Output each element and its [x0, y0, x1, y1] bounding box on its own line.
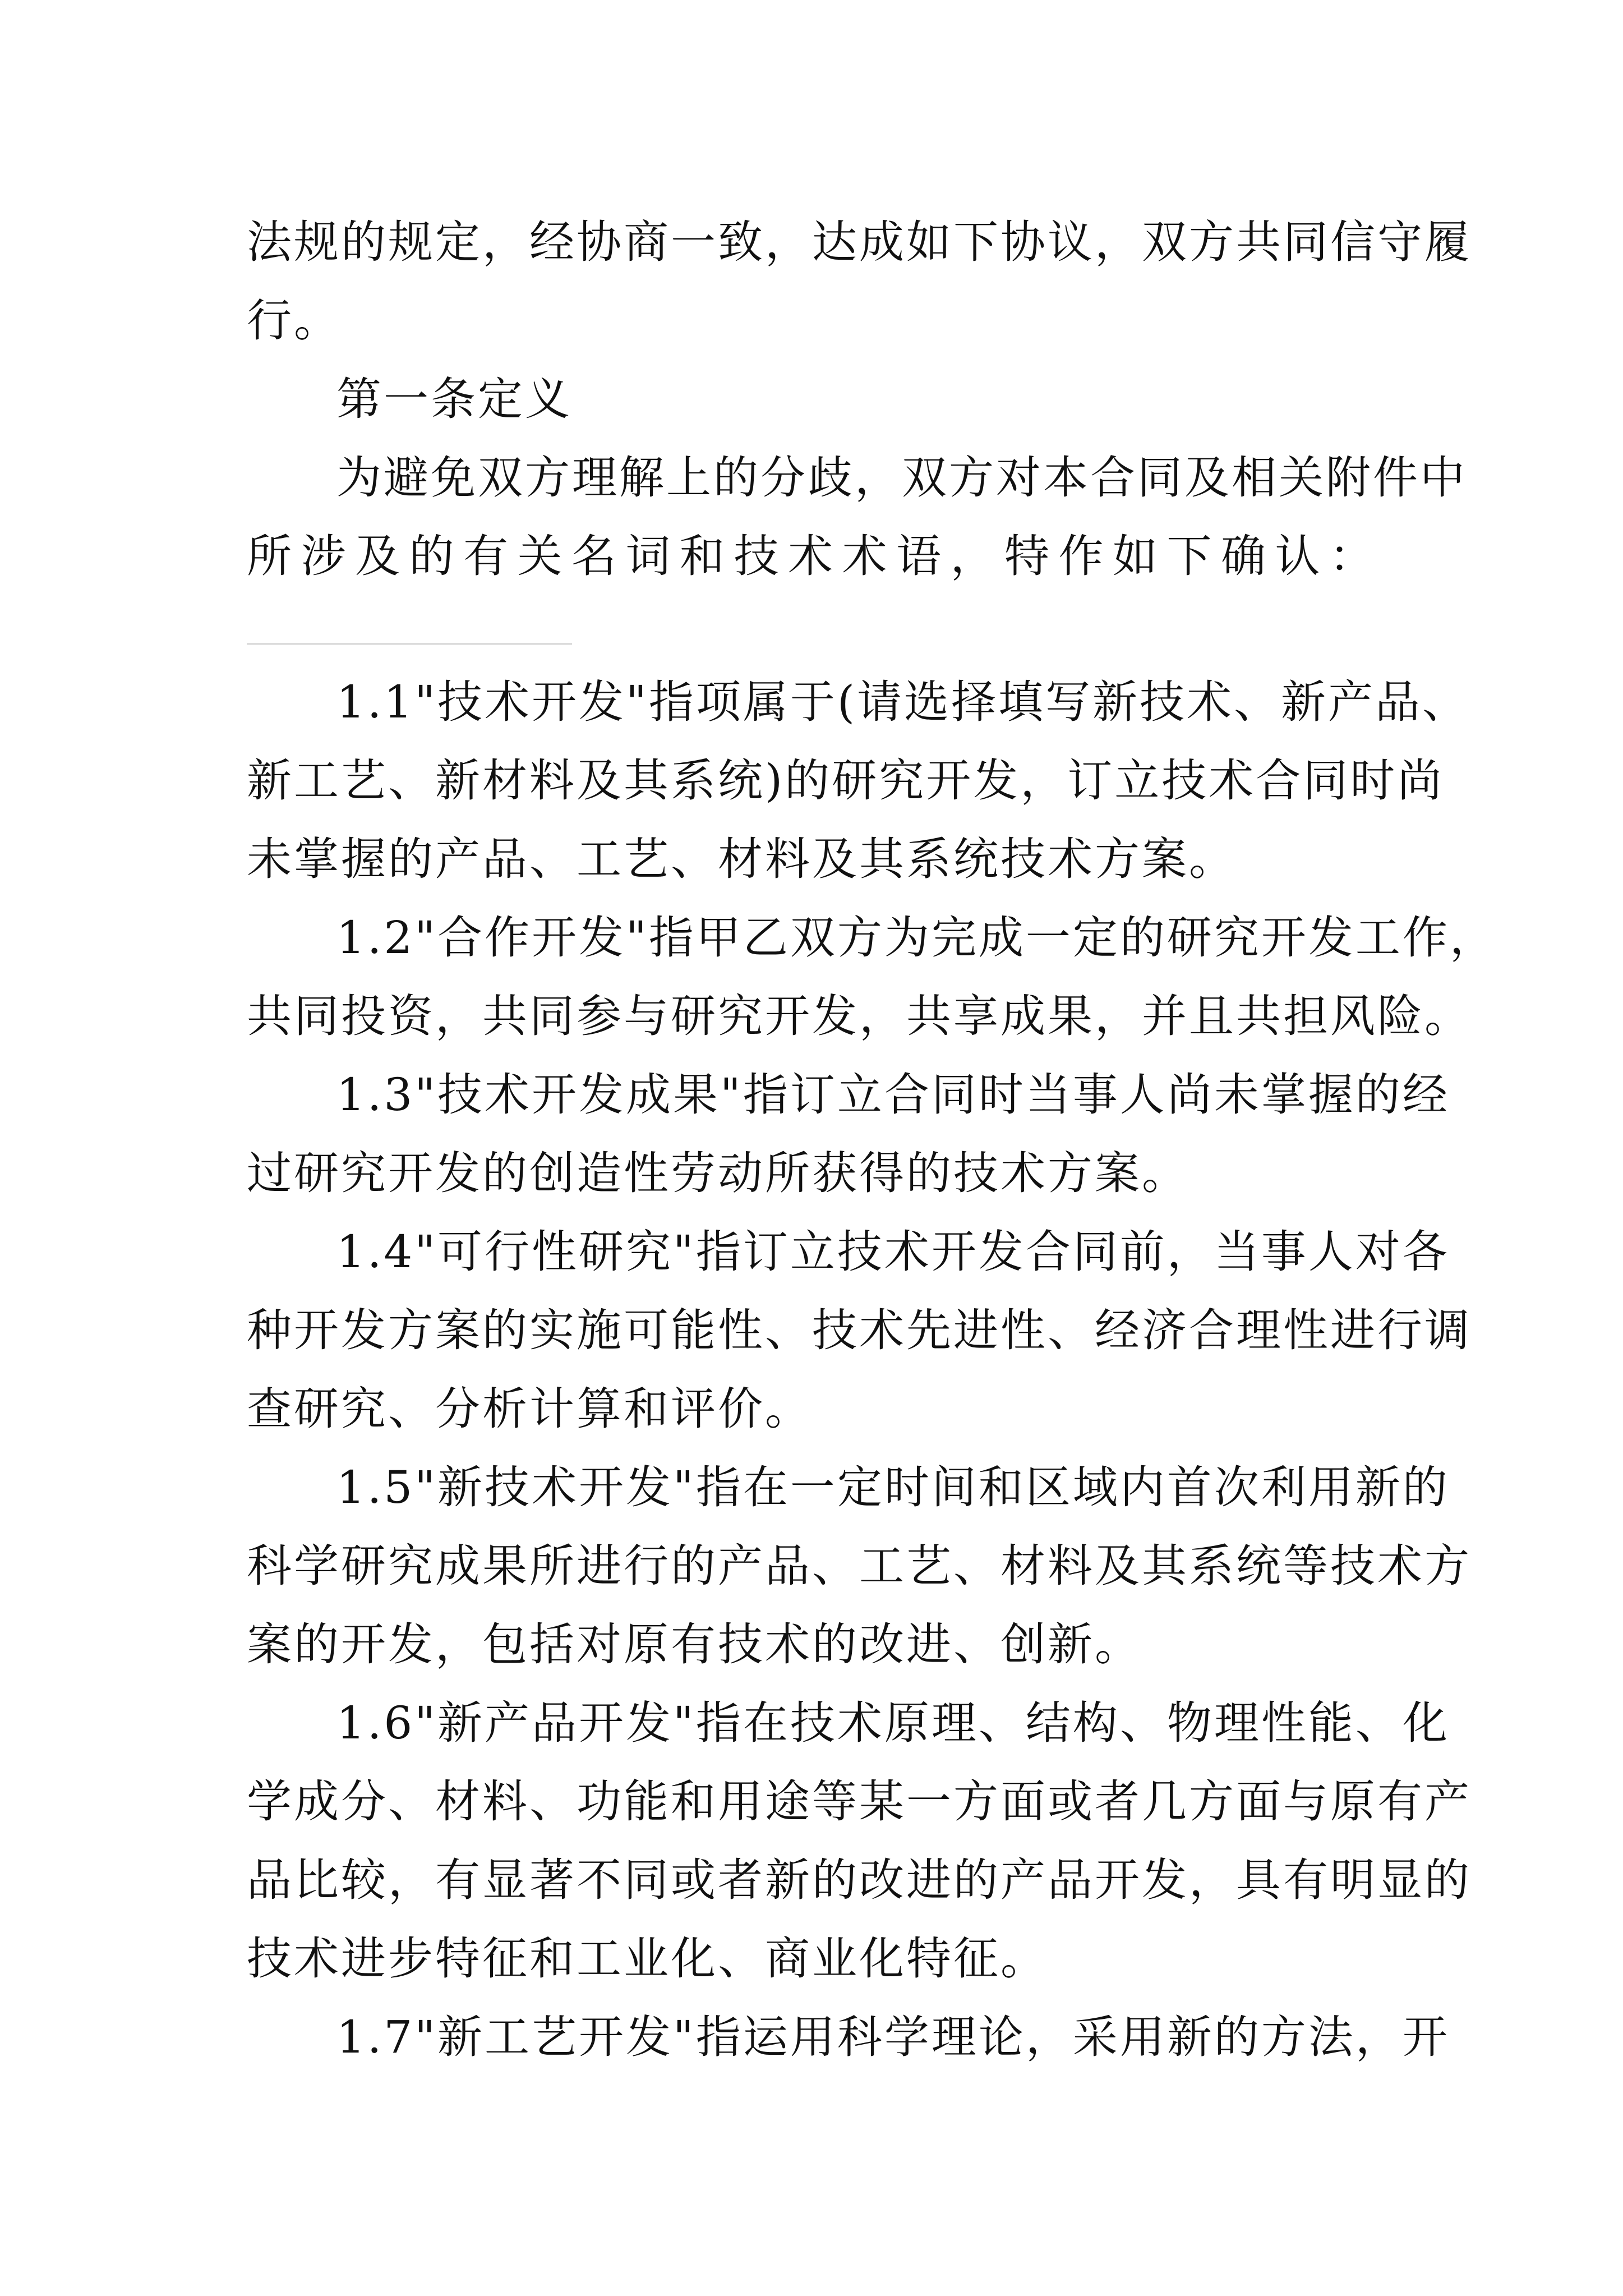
text-line: 行。 [247, 295, 341, 347]
text-line: 品比较，有显著不同或者新的改进的产品开发，具有明显的 [247, 1854, 1472, 1906]
text-line: 共同投资，共同参与研究开发，共享成果，并且共担风险。 [247, 990, 1472, 1042]
text-line: 所涉及的有关名词和技术术语，特作如下确认： [247, 530, 1376, 582]
page-divider [247, 643, 572, 645]
text-line: 科学研究成果所进行的产品、工艺、材料及其系统等技术方 [247, 1540, 1472, 1592]
text-line: 1.7"新工艺开发"指运用科学理论，采用新的方法，开 [336, 2011, 1450, 2063]
text-line: 1.2"合作开发"指甲乙双方为完成一定的研究开发工作， [336, 912, 1497, 964]
text-line: 查研究、分析计算和评价。 [247, 1383, 812, 1435]
text-line: 1.1"技术开发"指项属于(请选择填写新技术、新产品、 [336, 676, 1470, 728]
text-line: 1.3"技术开发成果"指订立合同时当事人尚未掌握的经 [336, 1069, 1450, 1121]
text-line: 为避免双方理解上的分歧，双方对本合同及相关附件中 [336, 452, 1467, 504]
text-line: 1.5"新技术开发"指在一定时间和区域内首次利用新的 [336, 1461, 1450, 1513]
text-line: 1.6"新产品开发"指在技术原理、结构、物理性能、化 [336, 1697, 1450, 1749]
text-line: 技术进步特征和工业化、商业化特征。 [247, 1932, 1048, 1985]
text-line: 案的开发，包括对原有技术的改进、创新。 [247, 1618, 1142, 1671]
text-line: 未掌握的产品、工艺、材料及其系统技术方案。 [247, 833, 1236, 885]
text-line: 法规的规定，经协商一致，达成如下协议，双方共同信守履 [247, 216, 1472, 268]
text-line: 学成分、材料、功能和用途等某一方面或者几方面与原有产 [247, 1775, 1472, 1828]
text-line: 新工艺、新材料及其系统)的研究开发，订立技术合同时尚 [247, 754, 1445, 807]
text-line: 过研究开发的创造性劳动所获得的技术方案。 [247, 1147, 1189, 1199]
text-line: 种开发方案的实施可能性、技术先进性、经济合理性进行调 [247, 1304, 1472, 1356]
section-heading: 第一条定义 [336, 373, 572, 425]
text-line: 1.4"可行性研究"指订立技术开发合同前，当事人对各 [336, 1226, 1450, 1278]
